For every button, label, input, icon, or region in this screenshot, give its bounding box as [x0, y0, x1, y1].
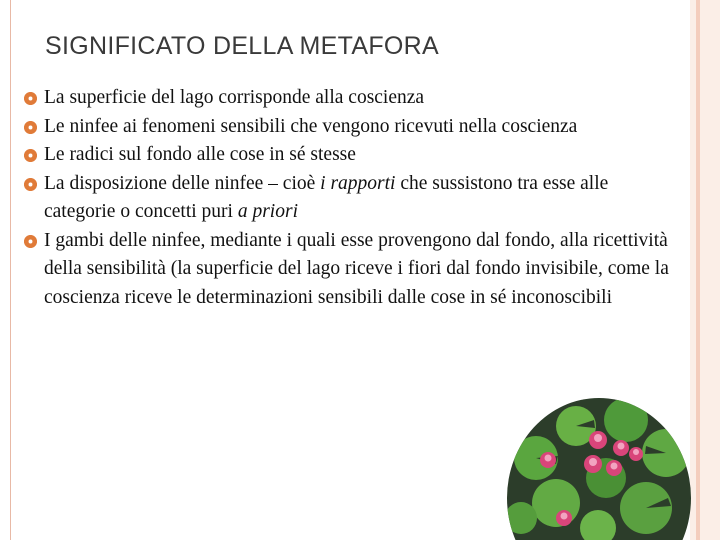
water-lily-photo: [506, 398, 692, 540]
gear-icon: [24, 235, 37, 248]
bullet-list: [24, 84, 684, 312]
bullet-item: [24, 170, 684, 227]
bullet-item: [24, 84, 684, 113]
right-decorative-line: [696, 0, 700, 540]
gear-icon: [24, 149, 37, 162]
gear-icon: [24, 92, 37, 105]
bullet-item: [24, 113, 684, 142]
bullet-text: Le ninfee ai fenomeni sensibili che vengono ricevuti nella coscienza: [44, 115, 578, 137]
bullet-item: [24, 227, 684, 313]
bullet-text: La disposizione delle ninfee – cioè: [44, 172, 321, 194]
bullet-item: [24, 141, 684, 170]
bullet-text-italic: a priori: [237, 201, 298, 222]
gear-icon: [24, 121, 37, 134]
bullet-text-italic: i rapporti: [320, 172, 396, 194]
bullet-text: che sussistono tra esse alle categorie o concetti puri: [44, 172, 609, 222]
bullet-text: Le radici sul fondo alle cose in sé stesse: [44, 144, 356, 165]
gear-icon: [24, 178, 37, 191]
bullet-text: La superficie del lago corrisponde alla coscienza: [44, 87, 425, 108]
right-decorative-border: [690, 0, 720, 540]
bullet-text: I gambi delle ninfee, mediante i quali esse provengono dal fondo, alla ricettività della sensibilità (la superficie del lago riceve i fiori dal fondo invisibile, come la coscienza riceve le determinazioni sensibili dalle cose in sé inconoscibili: [44, 229, 669, 308]
left-accent-rule: [10, 0, 11, 540]
slide-title: SIGNIFICATO DELLA METAFORA: [45, 32, 439, 60]
